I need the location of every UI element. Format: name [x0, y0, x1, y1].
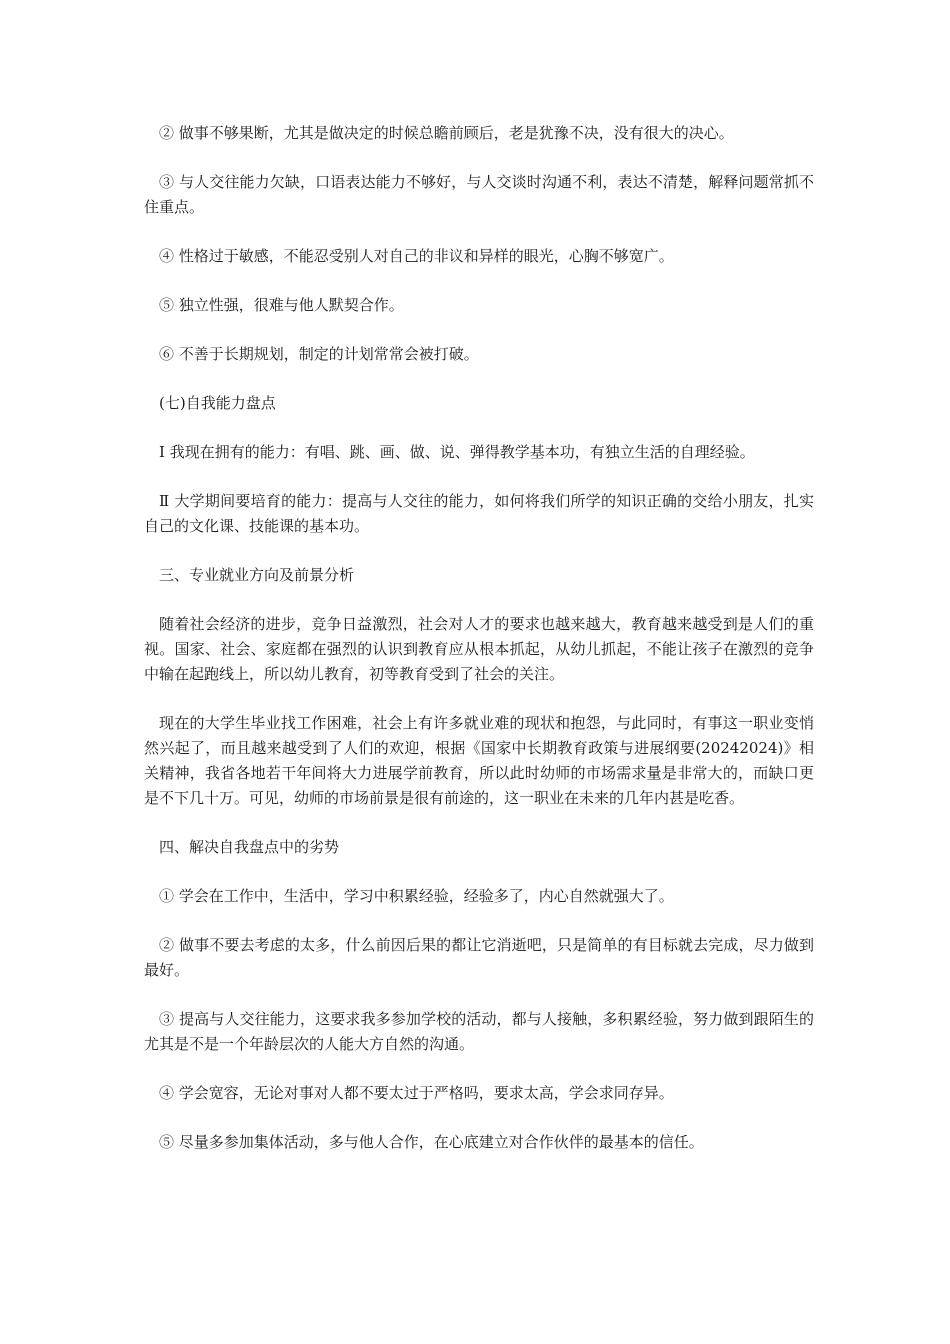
weakness-item-4: ④ 性格过于敏感，不能忍受别人对自己的非议和异样的眼光，心胸不够宽广。: [159, 247, 674, 265]
weakness-item-2: ② 做事不够果断，尤其是做决定的时候总瞻前顾后，老是犹豫不决，没有很大的决心。: [159, 124, 734, 142]
section-heading-ability: (七)自我能力盘点: [159, 394, 276, 412]
solution-item-3: ③ 提高与人交往能力，这要求我多参加学校的活动，都与人接触，多积累经验，努力做到跟陌生的尤其是不是一个年龄层次的人能大方自然的沟通。: [144, 1010, 814, 1053]
solution-item-4: ④ 学会宽容，无论对事对人都不要太过于严格吗，要求太高，学会求同存异。: [159, 1084, 674, 1102]
section-heading-solutions: 四、解决自我盘点中的劣势: [159, 838, 340, 856]
weakness-item-6: ⑥ 不善于长期规划，制定的计划常常会被打破。: [159, 345, 479, 363]
solution-item-1: ① 学会在工作中，生活中，学习中积累经验，经验多了，内心自然就强大了。: [159, 887, 674, 905]
section-heading-career: 三、专业就业方向及前景分析: [159, 566, 355, 584]
document-body: [144, 121, 814, 1179]
solution-item-5: ⑤ 尽量多参加集体活动，多与他人合作，在心底建立对合作伙伴的最基本的信任。: [159, 1133, 704, 1151]
weakness-item-3: ③ 与人交往能力欠缺，口语表达能力不够好，与人交谈时沟通不利，表达不清楚，解释问题常抓不住重点。: [144, 173, 814, 216]
career-paragraph-1: 随着社会经济的进步，竞争日益激烈，社会对人才的要求也越来越大，教育越来越受到是人们的重视。国家、社会、家庭都在强烈的认识到教育应从根本抓起，从幼儿抓起，不能让孩子在激烈的竞争中输在起跑线上，所以幼儿教育，初等教育受到了社会的关注。: [144, 615, 814, 683]
ability-to-develop: Ⅱ 大学期间要培育的能力：提高与人交往的能力，如何将我们所学的知识正确的交给小朋友，扎实自己的文化课、技能课的基本功。: [144, 492, 814, 535]
weakness-item-5: ⑤ 独立性强，很难与他人默契合作。: [159, 296, 404, 314]
ability-current: Ⅰ 我现在拥有的能力：有唱、跳、画、做、说、弹得教学基本功，有独立生活的自理经验。: [159, 443, 755, 461]
career-paragraph-2: 现在的大学生毕业找工作困难，社会上有许多就业难的现状和抱怨，与此同时，有事这一职业变悄然兴起了，而且越来越受到了人们的欢迎，根据《国家中长期教育政策与进展纲要(20242024)》相关精神，我省各地若干年间将大力进展学前教育，所以此时幼师的市场需求量是非常大的，而缺口更是不下几十万。可见，幼师的市场前景是很有前途的，这一职业在未来的几年内甚是吃香。: [144, 714, 814, 807]
solution-item-2: ② 做事不要去考虑的太多，什么前因后果的都让它消逝吧，只是简单的有目标就去完成，尽力做到最好。: [144, 936, 814, 979]
